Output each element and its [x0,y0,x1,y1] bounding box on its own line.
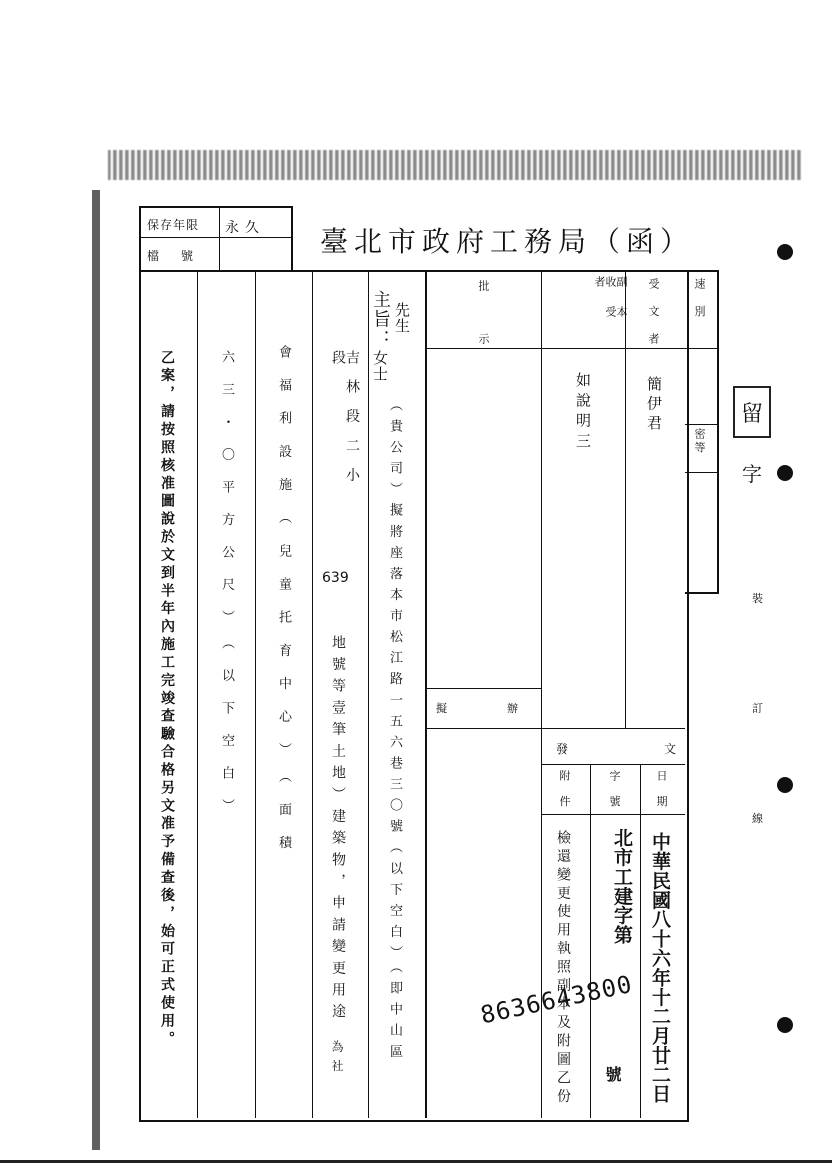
binding-hole-icon [777,244,793,260]
binding-hole-icon [777,465,793,481]
binding-char: 裝 [752,592,763,605]
subject-honorific-top: 先生 [393,302,411,334]
recipient-value: 簡伊君 [645,376,663,435]
cc-label-text: 副本收受者 [593,276,628,336]
subject-text: （貴公司）擬將座落本市松江路一五六巷三〇號（以下空白）（即中山區 [387,398,402,1066]
number-value: 北市工建字第 [611,828,633,945]
cc-value: 如說明三 [574,372,592,453]
binding-hole-icon [777,1017,793,1033]
retention-value: 永久 [225,220,265,236]
facility-text: 會福利設施（兒童托育中心）（面積 [276,345,291,869]
date-label: 日期 [655,770,668,821]
stamp-mark [733,386,771,438]
approval-label: 批示 [477,280,490,386]
file-no-label: 檔號 [147,249,216,263]
main-instruction-text: 乙案，請按照核准圖說於文到半年內施工完竣查驗合格另文准予備查後，始可正式使用。 [159,350,175,1049]
recipient-label: 受文者 [647,278,660,361]
number-label: 字號 [608,770,621,821]
stamp-note: 字 [742,462,762,486]
number-suffix: 號 [603,1066,622,1090]
binding-char: 線 [752,812,763,825]
cc-label [550,276,628,346]
binding-hole-icon [777,777,793,793]
scan-top-edge [108,150,802,180]
secret-label: 密等 [693,428,706,455]
land-description-text: 地號等壹筆土地）建築物，申請變更用途 [330,635,346,1026]
dispatch-header: 發文 [556,742,773,756]
subject-label: 主旨： [370,290,391,350]
binding-char: 訂 [752,702,763,715]
date-value: 中華民國八十六年十二月廿二日 [649,832,671,1104]
attachment-label: 附件 [558,770,571,821]
serial-number: 8636643800 [478,969,635,1030]
scan-left-edge [92,190,100,1150]
draft-label: 擬辦 [436,702,578,715]
subject-honorific-bottom: 女士 [371,350,389,382]
land-tail-text: 為社 [330,1040,344,1079]
speed-label: 速別 [693,278,706,333]
document-title: 臺北市政府工務局（函） [320,225,695,258]
retention-label: 保存年限 [147,218,200,232]
stamp-char: 留 [740,401,763,427]
area-text: 六三・〇平方公尺）（以下空白） [219,350,234,831]
retention-box [139,206,293,272]
scan-bottom-edge [0,1160,832,1163]
land-number: 639 [322,570,349,586]
attachment-value: 檢還變更使用執照副本及附圖乙份 [555,830,571,1108]
land-section-text: 吉林段二小段 [330,350,360,497]
